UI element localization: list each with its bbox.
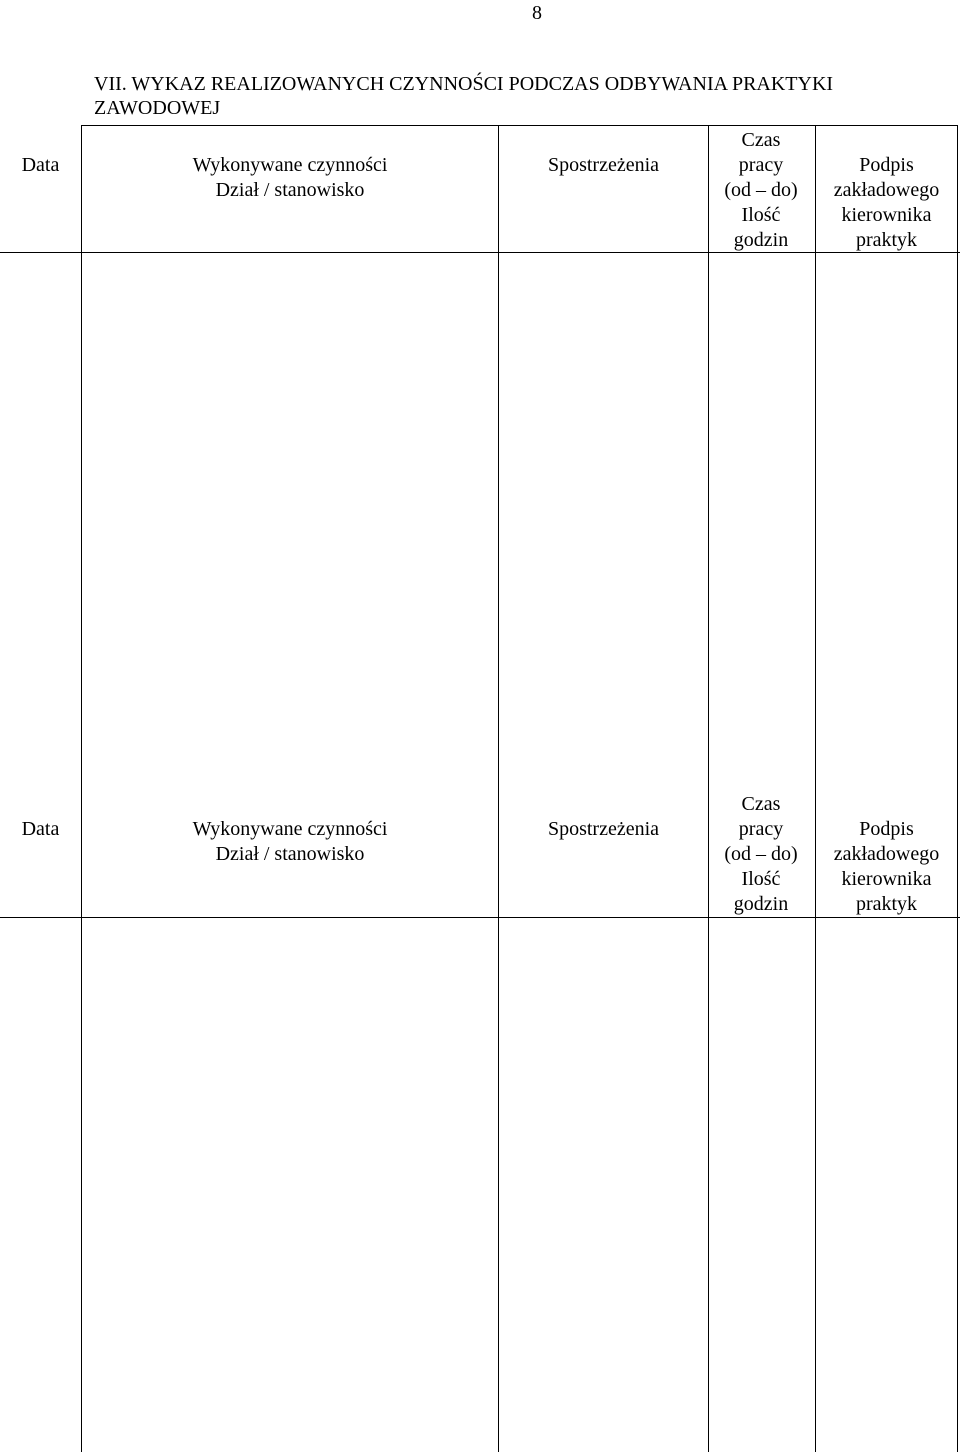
page-number: 8 (532, 2, 542, 24)
column-divider (498, 778, 499, 1452)
section-title: VII. WYKAZ REALIZOWANYCH CZYNNOŚCI PODCZAS ODBYWANIA PRAKTYKI ZAWODOWEJ (94, 73, 834, 119)
header-work-time: Czas pracy (od – do) Ilość godzin (724, 129, 798, 251)
column-divider (957, 125, 958, 778)
column-divider (81, 125, 82, 778)
column-divider (957, 778, 958, 1452)
column-divider (708, 778, 709, 1452)
column-divider (498, 125, 499, 778)
header-date: Data (21, 818, 60, 840)
header-signature: Podpis zakładowego kierownika praktyk (833, 818, 940, 915)
header-signature: Podpis zakładowego kierownika praktyk (833, 154, 940, 251)
header-observations: Spostrzeżenia (547, 154, 660, 176)
header-bottom-border (0, 917, 960, 918)
header-activities: Wykonywane czynności Dział / stanowisko (192, 154, 388, 201)
header-work-time: Czas pracy (od – do) Ilość godzin (724, 793, 798, 915)
header-observations: Spostrzeżenia (547, 818, 660, 840)
column-divider (81, 778, 82, 1452)
column-divider (708, 125, 709, 778)
header-date: Data (21, 154, 60, 176)
table-top-border (81, 125, 958, 126)
header-activities: Wykonywane czynności Dział / stanowisko (192, 818, 388, 865)
